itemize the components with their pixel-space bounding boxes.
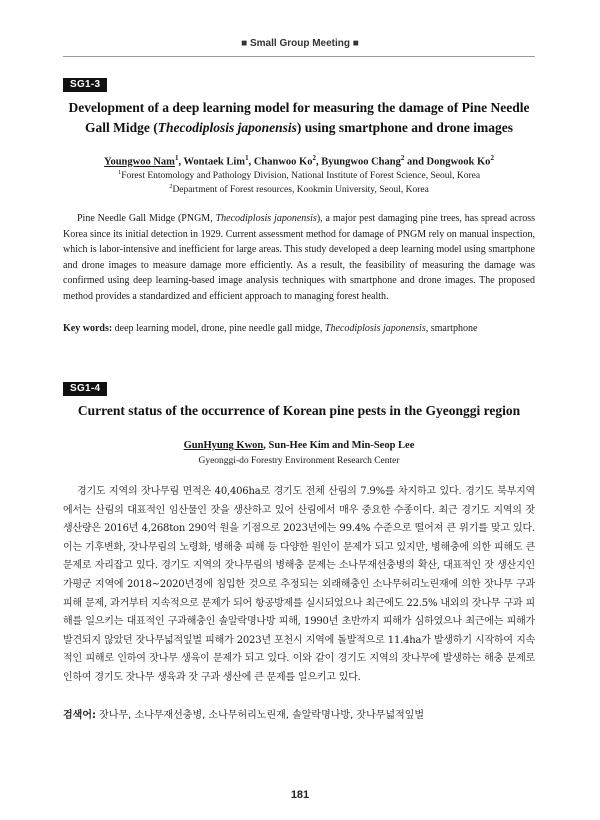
- paper-tag-sg1-4: SG1-4: [63, 382, 107, 396]
- affil-text: Forest Entomology and Pathology Division, National Institute of Forest Science, Seoul, Korea: [121, 171, 481, 182]
- keywords-sg1-4: [63, 709, 535, 723]
- keywords-text: , smartphone: [425, 323, 478, 334]
- keywords-text: 잣나무, 소나무재선충병, 소나무허리노린재, 솔알락명나방, 잣나무넓적잎벌: [95, 710, 425, 721]
- keywords-label: Key words:: [63, 323, 113, 334]
- author-name: Dongwook Ko: [426, 156, 491, 168]
- author-affil-marker: 1: [245, 154, 249, 162]
- author-sep: ,: [178, 156, 184, 168]
- author-name: Wontaek Lim: [183, 156, 246, 168]
- paper-title-sg1-3: [63, 98, 535, 138]
- title-part2: ) using smartphone and drone images: [296, 120, 514, 135]
- title-part1: Development of a deep learning model for measuring the damage of Pine Needle Gall Midge (: [68, 100, 530, 135]
- keywords-label: 검색어:: [63, 710, 96, 721]
- paper-title-sg1-4: Current status of the occurrence of Korean pine pests in the Gyeonggi region: [77, 403, 521, 418]
- paper-tag-sg1-3: SG1-3: [63, 78, 107, 92]
- affil-text: Department of Forest resources, Kookmin University, Seoul, Korea: [172, 185, 429, 196]
- abstract-species: Thecodiplosis japonensis: [215, 213, 317, 224]
- author-affil-marker: 1: [174, 154, 179, 162]
- author-sep: and: [404, 156, 427, 168]
- author-affil-marker: 2: [490, 154, 494, 162]
- page-number: 181: [290, 789, 310, 801]
- presenter-name: GunHyung Kwon: [183, 440, 264, 451]
- affil-marker: 2: [169, 183, 173, 190]
- author-name: Byungwoo Chang: [321, 156, 401, 168]
- keywords-text: deep learning model, drone, pine needle gall midge,: [112, 323, 325, 334]
- author-names: , Sun-Hee Kim and Min-Seop Lee: [263, 440, 415, 451]
- keywords-sg1-3: [63, 322, 535, 336]
- keywords-species: Thecodiplosis japonensis: [324, 323, 426, 334]
- header-rule: [63, 56, 535, 57]
- author-name: Chanwoo Ko: [253, 156, 313, 168]
- affiliation-2: [63, 180, 535, 197]
- running-header: ■ Small Group Meeting ■: [241, 38, 359, 49]
- title-species: Thecodiplosis japonensis: [157, 120, 297, 135]
- affil-marker: 1: [117, 169, 122, 176]
- abstract-text: Pine Needle Gall Midge (PNGM,: [77, 213, 216, 224]
- presenter-name: Youngwoo Nam: [104, 156, 175, 168]
- author-list-sg1-4: [63, 439, 535, 453]
- abstract-sg1-3: [63, 211, 535, 304]
- author-affil-marker: 2: [312, 154, 316, 162]
- affiliation-sg1-4: Gyeonggi-do Forestry Environment Research Center: [198, 456, 400, 466]
- abstract-sg1-4: 경기도 지역의 잣나무림 면적은 40,406ha로 경기도 전체 산림의 7.9%를 차지하고 있다. 경기도 북부지역에서는 산림의 대표적인 임산물인 잣을 생산하고 있어 산림에서 매우 중요한 수종이다. 최근 경기도 지역의 잣 생산량은 2016년 4,268ton 290억 원을 기점으로 2023년에는 99.4% 수준으로 떨어져 큰 위기를 맞고 있다. 이는 기후변화, 잣나무림의 노령화, 병해충 피해 등 다양한 원인이 문제가 되고 있지만, 병해충에 의한 피해도 큰 문제로 자리잡고 있다. 경기도 지역의 잣나무림의 병해충 문제는 소나무재선충병의 확산, 대표적인 잣 생산지인 가평군 지역에 2018~2020년경에 침입한 것으로 추정되는 외래해충인 소나무허리노린재에 의한 잣나무 구과 피해 문제, 과거부터 지속적으로 문제가 되어 항공방제를 실시되었으나 최근에도 22.5% 내외의 잣나무 구과 피해를 일으키는 대표적인 구과해충인 솔알락명나방 피해, 1990년 초반까지 피해가 심하였으나 최근에는 피해가 발견되지 않았던 잣나무넓적잎벌 피해가 2023년 포천시 지역에 돌발적으로 11.4ha가 발생하기 시작하여 지속적인 피해로 인하여 잣나무 생육이 문제가 되고 있다. 이와 같이 경기도 지역의 잣나무에 발생하는 해충 문제로 인하여 경기도 잣나무 생육과 잣 구과 생산에 큰 문제를 일으키고 있다.: [63, 486, 535, 683]
- abstract-text: ), a major pest damaging pine trees, has spread across Korea since its initial detection in 1929. Current assessment method for damage of PNGM rely on manual inspection, which is labor-intensive and inefficient for large areas. This study developed a deep learning model using smartphone and drone images to measure damage more efficiently. As a result, the feasibility of measuring the damage was confirmed using deep learning-based image analysis techniques with smartphone and drone images. The proposed method provides a standardized and efficient approach to managing forest health.: [63, 213, 535, 302]
- author-sep: ,: [248, 156, 254, 168]
- author-affil-marker: 2: [400, 154, 405, 162]
- author-sep: ,: [315, 156, 322, 168]
